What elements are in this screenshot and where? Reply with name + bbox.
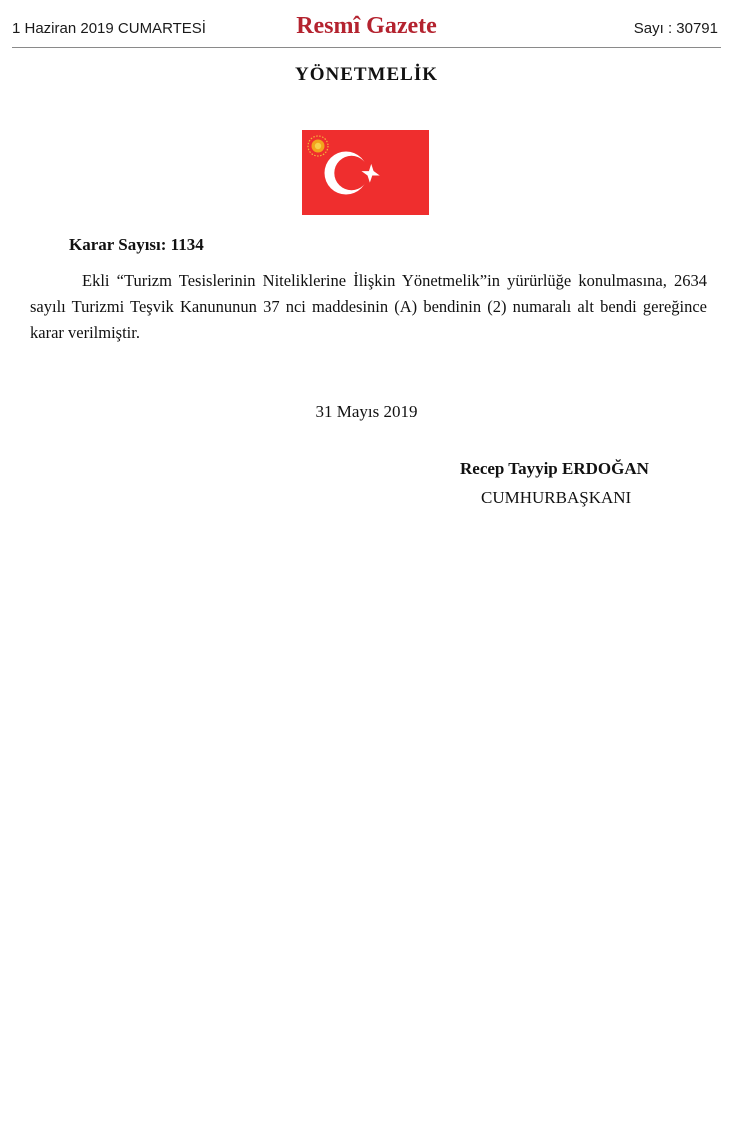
decision-number: Karar Sayısı: 1134 [69,235,204,254]
signature-date: 31 Mayıs 2019 [315,402,418,421]
signer-title: CUMHURBAŞKANI [481,488,632,507]
gazette-title: Resmî Gazete [296,13,437,39]
publication-date: 1 Haziran 2019 CUMARTESİ [12,20,206,37]
section-title: YÖNETMELİK [294,64,439,85]
body-paragraph: Ekli “Turizm Tesislerinin Niteliklerine İlişkin Yönetmelik”in yürürlüğe konulmasına, 2634 sayılı Turizmi Teşvik Kanununun 37 nci maddesinin (A) bendinin (2) numaralı alt bendi gereğince karar verilmiştir. [30,271,707,342]
crescent-inner [334,156,368,190]
issue-number: Sayı : 30791 [633,20,718,37]
signer-name: Recep Tayyip ERDOĞAN [460,459,649,478]
gazette-header [0,0,733,49]
turkish-flag-emblem [302,130,429,215]
header-divider [12,47,721,48]
